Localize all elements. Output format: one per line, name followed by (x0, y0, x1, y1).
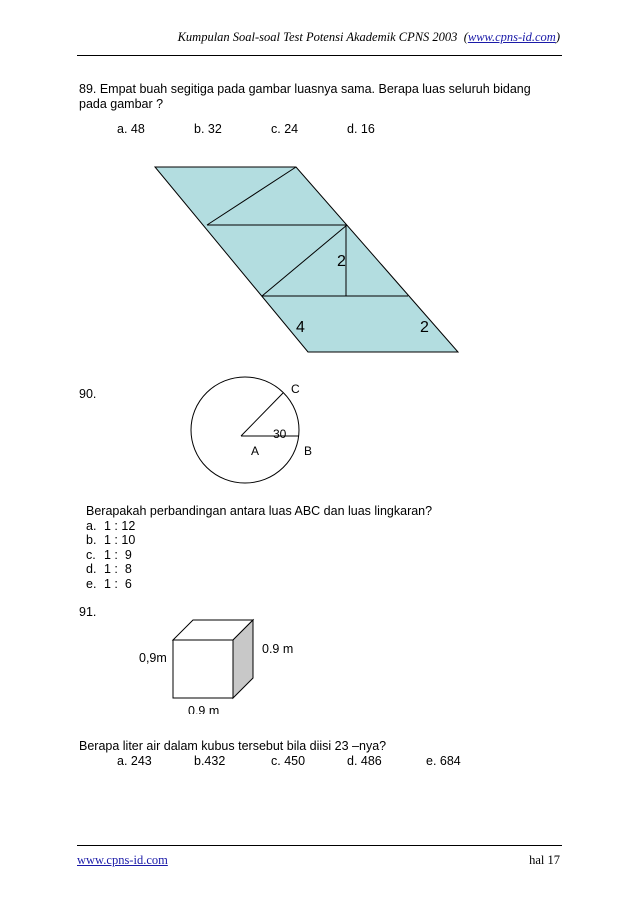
q91-option-e: e. 684 (426, 754, 461, 768)
q90-option-list (86, 519, 135, 591)
header-title: Kumpulan Soal-soal Test Potensi Akademik CPNS 2003 (177, 30, 458, 44)
q91-option-d: d. 486 (347, 754, 382, 768)
q90-option-e: e. 1 : 6 (86, 576, 132, 591)
q89-option-b: b. 32 (194, 122, 222, 136)
q90-label-c: C (291, 382, 300, 396)
header-link[interactable]: www.cpns-id.com (467, 30, 556, 44)
q90-option-d: d. 1 : 8 (86, 562, 132, 577)
q89-option-d: d. 16 (347, 122, 375, 136)
q90-question: Berapakah perbandingan antara luas ABC dan luas lingkaran? (86, 504, 433, 518)
footer-link[interactable]: www.cpns-id.com (77, 853, 168, 867)
q89-text-line2: pada gambar ? (79, 97, 164, 111)
q91-option-a: a. 243 (117, 754, 152, 768)
footer-rule (77, 845, 562, 846)
q91-number: 91. (79, 605, 97, 619)
q89-option-c: c. 24 (271, 122, 299, 136)
q89-parallelogram (155, 167, 458, 352)
q91-label-bottom: 0.9 m (188, 704, 220, 714)
q89-text-line1: 89. Empat buah segitiga pada gambar luasnya sama. Berapa luas seluruh bidang (79, 82, 531, 96)
q90-label-angle: 30 (273, 427, 287, 441)
q91-question: Berapa liter air dalam kubus tersebut bila diisi 23 –nya? (79, 739, 387, 753)
q91-option-c: c. 450 (271, 754, 306, 768)
q89-label-height: 2 (337, 253, 346, 270)
q89-label-base: 4 (296, 319, 305, 336)
q90-option-c: c. 1 : 9 (86, 547, 132, 562)
q89-parallelogram-figure (155, 167, 458, 352)
q90-option-b: b. 1 : 10 (86, 533, 136, 548)
footer-page-number: hal 17 (529, 853, 560, 867)
q90-option-a: a. 1 : 12 (86, 519, 136, 533)
q90-number: 90. (79, 387, 97, 401)
q91-label-right: 0.9 m (262, 642, 294, 656)
q91-cube-figure (173, 620, 253, 698)
q91-option-b: b.432 (194, 754, 226, 768)
q91-cube-front-face (173, 640, 233, 698)
q89-option-a: a. 48 (117, 122, 145, 136)
q90-label-b: B (304, 444, 313, 458)
q89-label-right: 2 (420, 319, 429, 336)
q90-label-a: A (251, 444, 260, 458)
q91-label-left: 0,9m (139, 651, 167, 665)
